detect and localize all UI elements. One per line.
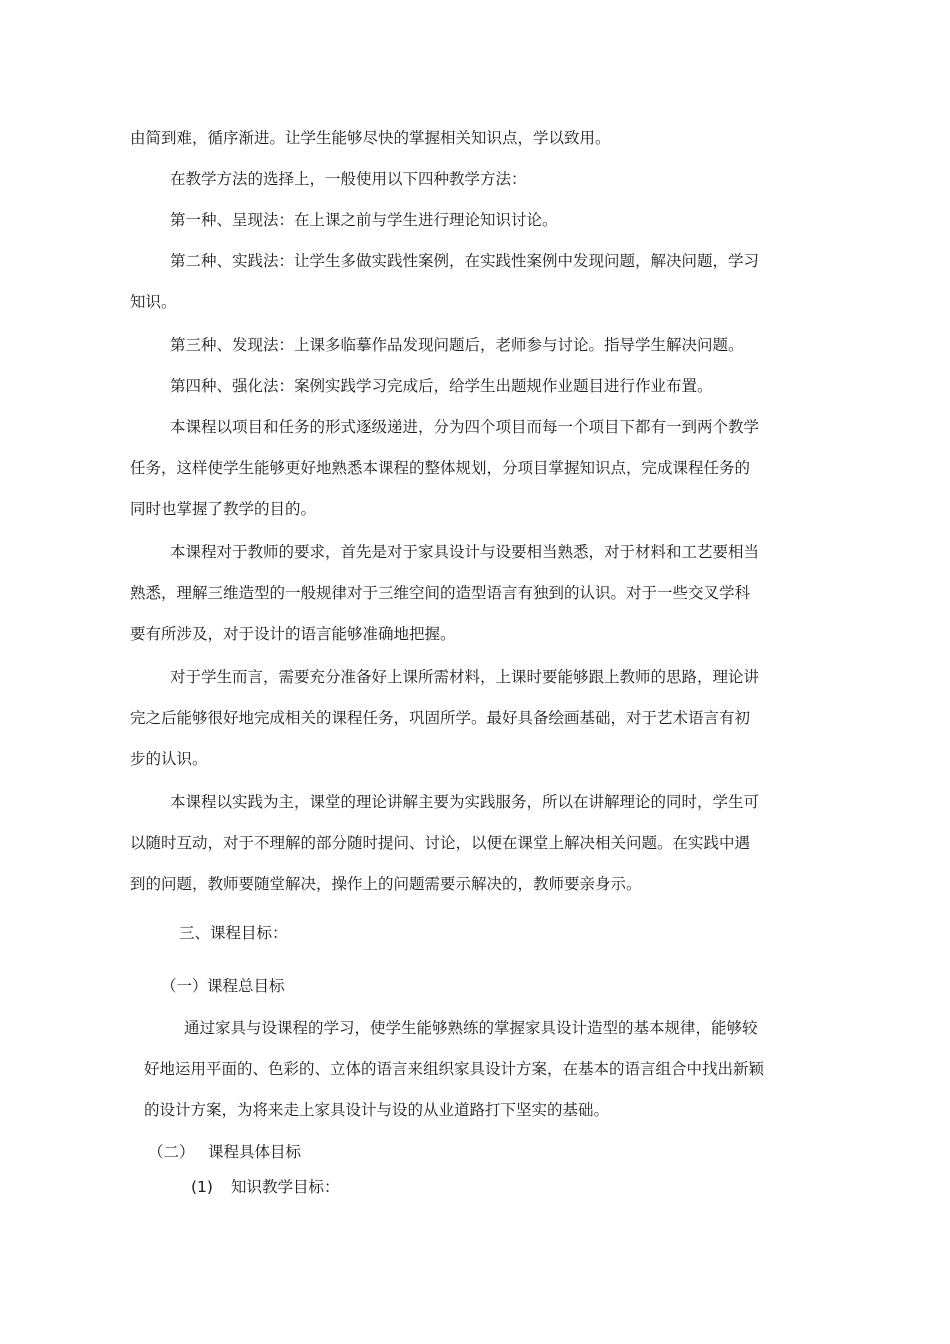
- section-heading: 三、课程目标：: [179, 924, 288, 942]
- paragraph-line: 第四种、强化法：案例实践学习完成后，给学生出题规作业题目进行作业布置。: [170, 377, 713, 395]
- paragraph-line: 到的问题，教师要随堂解决，操作上的问题需要示解决的，教师要亲身示。: [130, 875, 642, 893]
- paragraph-line: 由简到难，循序渐进。让学生能够尽快的掌握相关知识点，学以致用。: [130, 129, 611, 147]
- paragraph-line: 在教学方法的选择上，一般使用以下四种教学方法：: [170, 170, 527, 188]
- paragraph-line: 完之后能够很好地完成相关的课程任务，巩固所学。最好具备绘画基础，对于艺术语言有初: [130, 709, 751, 727]
- paragraph-line: 对于学生而言，需要充分准备好上课所需材料，上课时要能够跟上教师的思路，理论讲: [170, 668, 760, 686]
- goal-line: 的设计方案，为将来走上家具设计与设的从业道路打下坚实的基础。: [144, 1101, 610, 1119]
- list-item-title: 知识教学目标：: [231, 1178, 340, 1196]
- paragraph-line: 任务，这样使学生能够更好地熟悉本课程的整体规划，分项目掌握知识点，完成课程任务的: [130, 459, 751, 477]
- paragraph-line: 要有所涉及，对于设计的语言能够准确地把握。: [130, 625, 456, 643]
- subsection-title: 课程总目标: [207, 977, 285, 995]
- paragraph-line: 第二种、实践法：让学生多做实践性案例，在实践性案例中发现问题，解决问题，学习: [170, 252, 760, 270]
- paragraph-line: 同时也掌握了教学的目的。: [130, 500, 317, 518]
- goal-line: 通过家具与设课程的学习，使学生能够熟练的掌握家具设计造型的基本规律，能够较: [184, 1019, 758, 1037]
- paragraph-line: 本课程以项目和任务的形式逐级递进，分为四个项目而每一个项目下都有一到两个教学: [170, 418, 760, 436]
- goal-line: 好地运用平面的、色彩的、立体的语言来组织家具设计方案，在基本的语言组合中找出新颖: [144, 1060, 765, 1078]
- paragraph-line: 本课程对于教师的要求，首先是对于家具设计与设要相当熟悉，对于材料和工艺要相当: [170, 543, 760, 561]
- paragraph-line: 本课程以实践为主，课堂的理论讲解主要为实践服务，所以在讲解理论的同时，学生可: [170, 793, 760, 811]
- list-item-number: (1): [191, 1178, 213, 1196]
- paragraph-line: 知识。: [130, 293, 177, 311]
- subsection-label: （一）: [161, 977, 208, 995]
- paragraph-line: 以随时互动，对于不理解的部分随时提问、讨论，以便在课堂上解决相关问题。在实践中遇: [130, 834, 751, 852]
- subsection-label: （二）: [148, 1143, 195, 1161]
- paragraph-line: 第三种、发现法：上课多临摹作品发现问题后，老师参与讨论。指导学生解决问题。: [170, 336, 744, 354]
- paragraph-line: 步的认识。: [130, 750, 208, 768]
- subsection-title: 课程具体目标: [208, 1143, 302, 1161]
- paragraph-line: 熟悉，理解三维造型的一般规律对于三维空间的造型语言有独到的认识。对于一些交叉学科: [130, 584, 751, 602]
- paragraph-line: 第一种、呈现法：在上课之前与学生进行理论知识讨论。: [170, 211, 558, 229]
